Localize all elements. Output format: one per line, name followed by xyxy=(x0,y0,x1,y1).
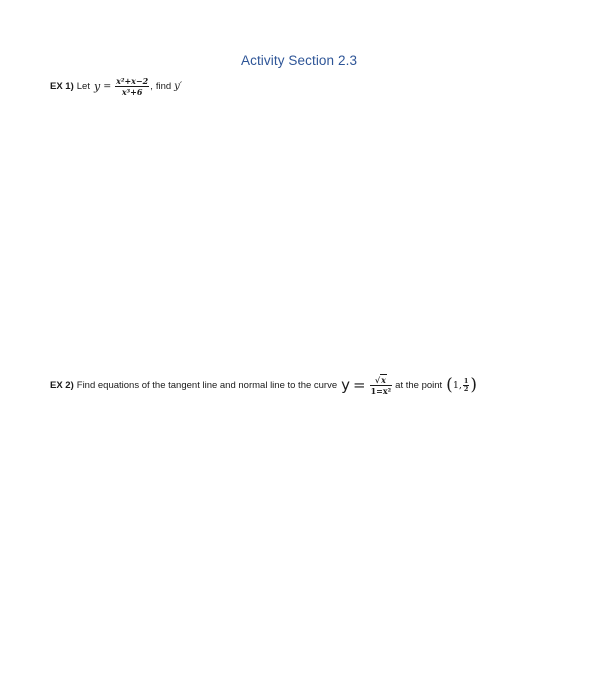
open-paren: ( xyxy=(446,374,453,395)
exercise-1-numerator: x²+x−2 xyxy=(116,75,149,86)
exercise-2-denominator: 1=x² xyxy=(370,386,392,396)
point-y-numerator: 1 xyxy=(463,376,469,385)
exercise-1-fraction xyxy=(115,76,149,97)
exercise-2-fraction xyxy=(370,374,393,396)
exercise-2 xyxy=(50,370,477,400)
point-y-denominator: 2 xyxy=(463,384,469,393)
exercise-1-separator: , xyxy=(150,80,153,92)
exercise-1-equals: = xyxy=(103,80,112,92)
point-y-fraction xyxy=(463,378,470,393)
exercise-1-lead: Let xyxy=(76,80,90,92)
exercise-1-variable: y xyxy=(93,79,101,93)
point-x-coordinate: 1, xyxy=(452,379,462,391)
exercise-2-variable: y xyxy=(341,376,351,394)
close-paren: ) xyxy=(470,374,478,395)
sqrt-icon: √ xyxy=(374,375,381,385)
exercise-2-after-text: at the point xyxy=(395,379,443,391)
exercise-1 xyxy=(50,72,182,100)
exercise-2-numerator xyxy=(374,374,388,385)
exercise-2-label: EX 2) xyxy=(50,379,74,391)
exercise-2-radicand: x xyxy=(381,375,386,385)
exercise-1-denominator: x³+6 xyxy=(121,86,143,97)
exercise-2-equals: = xyxy=(353,376,366,394)
exercise-1-instruction: find xyxy=(155,80,172,92)
square-root xyxy=(375,374,387,385)
exercise-2-text: Find equations of the tangent line and normal line to the curve xyxy=(76,379,338,391)
exercise-2-point xyxy=(446,374,478,395)
page-title: Activity Section 2.3 xyxy=(241,53,358,68)
exercise-1-answer-symbol: y′ xyxy=(174,80,183,92)
exercise-1-label: EX 1) xyxy=(50,80,74,92)
